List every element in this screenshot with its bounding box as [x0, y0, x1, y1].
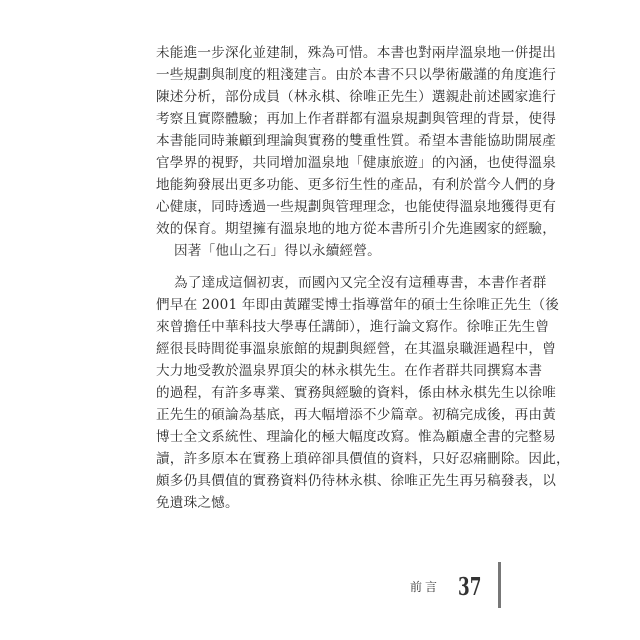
paragraph-2	[156, 272, 570, 514]
text-line: 考察且實際體驗；再加上作者群都有溫泉規劃與管理的背景，使得	[156, 111, 557, 127]
text-line: 心健康，同時透過一些規劃與管理理念，也能使得溫泉地獲得更有	[156, 199, 557, 215]
page-number: 37	[458, 571, 482, 601]
text-line: 的過程，有許多專業、實務與經驗的資料，係由林永棋先生以徐唯	[156, 385, 557, 401]
paragraph-gap	[156, 262, 496, 272]
text-line: 因著「他山之石」得以永續經營。	[174, 243, 381, 259]
text-line: 正先生的碩論為基底，再大幅增添不少篇章。初稿完成後，再由黃	[156, 407, 557, 423]
text-line: 為了達成這個初衷，而國內又完全沒有這種專書，本書作者群	[174, 275, 547, 291]
paragraph-1	[156, 42, 557, 262]
text-line: 讀，許多原本在實務上瑣碎卻具價值的資料，只好忍痛刪除。因此，	[156, 451, 570, 467]
text-line: 效的保育。期望擁有溫泉地的地方從本書所引介先進國家的經驗，	[156, 221, 557, 237]
text-line: 地能夠發展出更多功能、更多衍生性的產品，有利於當今人們的身	[156, 177, 557, 193]
text-line: 們早在 2001 年即由黃躍雯博士指導當年的碩士生徐唯正先生（後	[156, 297, 560, 313]
section-label: 前言	[410, 579, 441, 594]
text-line: 大力地受教於溫泉界頂尖的林永棋先生。在作者群共同撰寫本書	[156, 363, 543, 379]
footer-divider	[498, 562, 501, 608]
text-line: 一些規劃與制度的粗淺建言。由於本書不只以學術嚴謹的角度進行	[156, 67, 557, 83]
page-footer	[410, 566, 487, 606]
body-text	[156, 42, 570, 514]
text-line: 陳述分析，部份成員（林永棋、徐唯正先生）選親赴前述國家進行	[156, 89, 557, 105]
text-line: 官學界的視野，共同增加溫泉地「健康旅遊」的內涵，也使得溫泉	[156, 155, 557, 171]
text-line: 免遺珠之憾。	[156, 495, 239, 511]
text-line: 經很長時間從事溫泉旅館的規劃與經營，在其溫泉職涯過程中，曾	[156, 341, 557, 357]
text-line: 頗多仍具價值的實務資料仍待林永棋、徐唯正先生再另稿發表，以	[156, 473, 557, 489]
text-line: 本書能同時兼顧到理論與實務的雙重性質。希望本書能協助開展產	[156, 133, 557, 149]
text-line: 博士全文系統性、理論化的極大幅度改寫。惟為顧慮全書的完整易	[156, 429, 557, 445]
text-line: 未能進一步深化並建制，殊為可惜。本書也對兩岸溫泉地一併提出	[156, 45, 557, 61]
text-line: 來曾擔任中華科技大學專任講師），進行論文寫作。徐唯正先生曾	[156, 319, 550, 335]
